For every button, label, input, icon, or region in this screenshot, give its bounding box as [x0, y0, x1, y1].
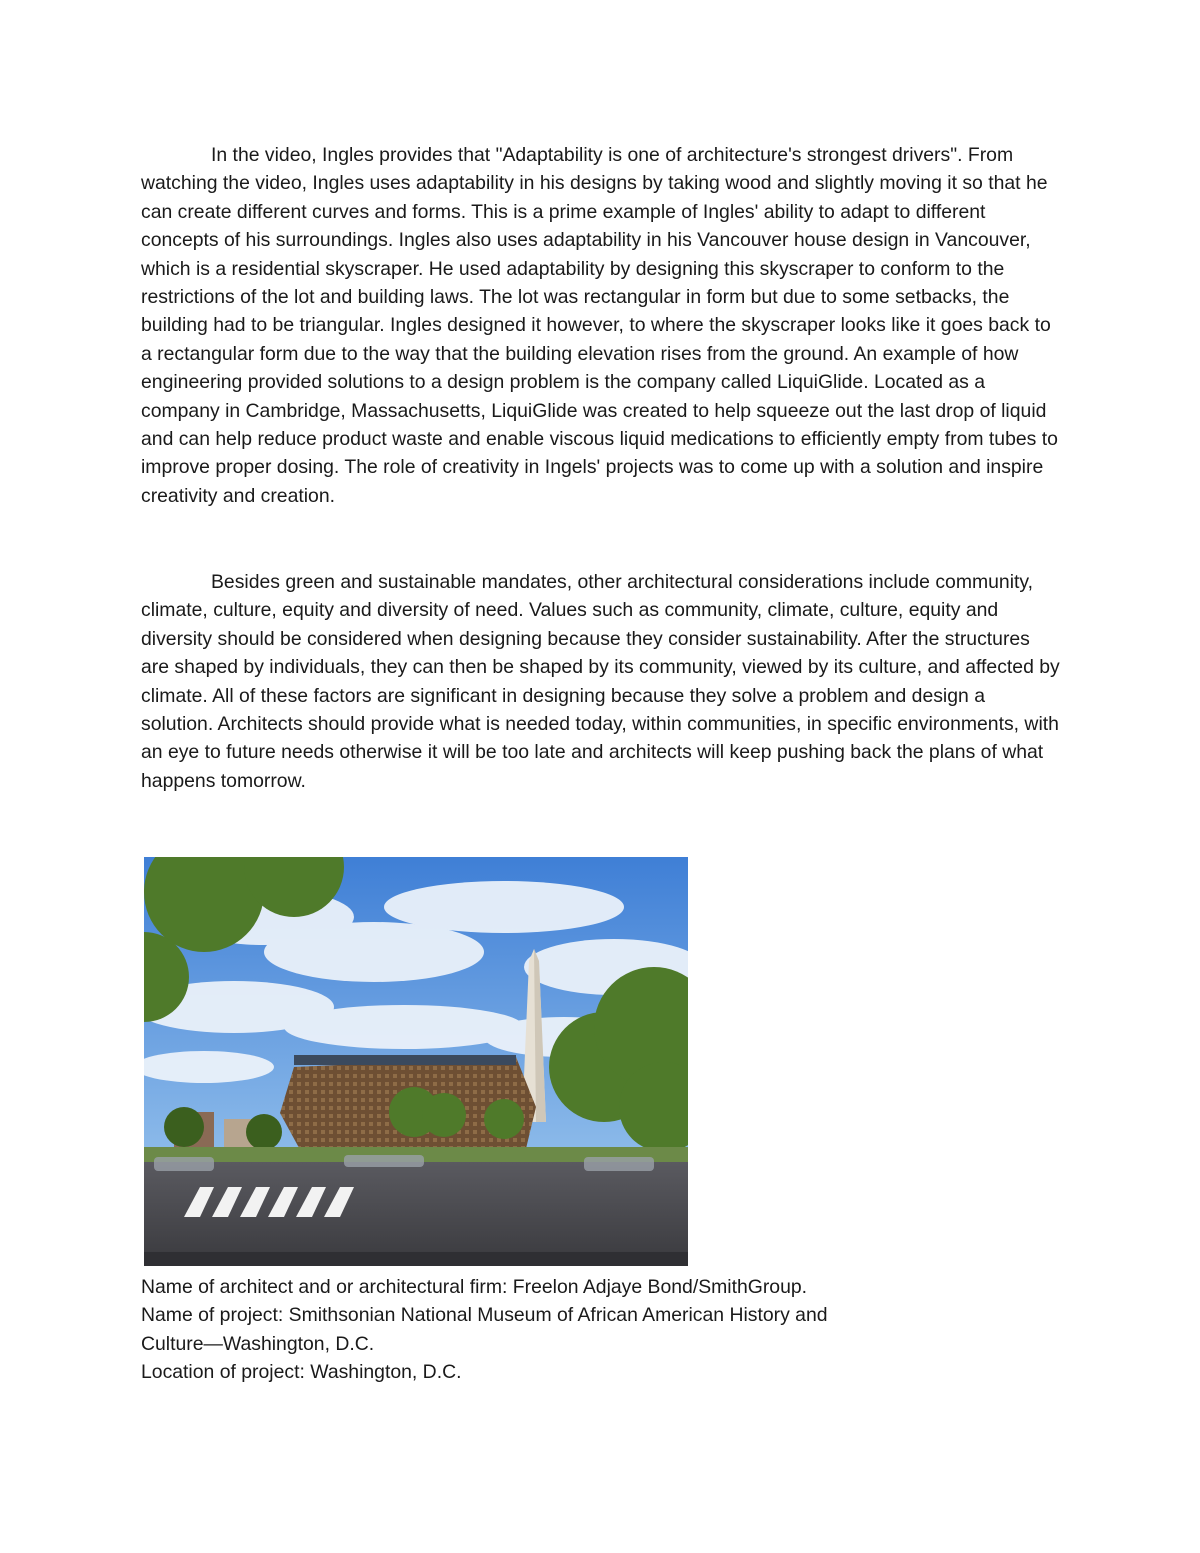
location-line: Location of project: Washington, D.C.	[141, 1361, 462, 1384]
paragraph-adaptability: In the video, Ingles provides that "Adaptability is one of architecture's strongest drivers". From watching the video, Ingles uses adaptability in his designs by taking wood and slightly moving it so that he can create different curves and forms. This is a prime example of Ingles' ability to adapt to different concepts of his surroundings. Ingles also uses adaptability in his Vancouver house design in Vancouver, which is a residential skyscraper. He used adaptability by designing this skyscraper to conform to the restrictions of the lot and building laws. The lot was rectangular in form but due to some setbacks, the building had to be triangular. Ingles designed it however, to where the skyscraper looks like it goes back to a rectangular form due to the way that the building elevation rises from the ground. An example of how engineering provided solutions to a design problem is the company called LiquiGlide. Located as a company in Cambridge, Massachusetts, LiquiGlide was created to help squeeze out the last drop of liquid and can help reduce product waste and enable viscous liquid medications to efficiently empty from tubes to improve proper dosing. The role of creativity in Ingels' projects was to come up with a solution and inspire creativity and creation.	[141, 144, 1058, 507]
paragraph-considerations: Besides green and sustainable mandates, other architectural considerations include community, climate, culture, equity and diversity of need. Values such as community, climate, culture, equity and diversity should be considered when designing because they consider sustainability. After the structures are shaped by individuals, they can then be shaped by its community, viewed by its culture, and affected by climate. All of these factors are significant in designing because they solve a problem and design a solution. Architects should provide what is needed today, within communities, in specific environments, with an eye to future needs otherwise it will be too late and architects will keep pushing back the plans of what happens tomorrow.	[141, 571, 1060, 792]
photo-caption	[141, 1273, 1061, 1387]
project-line: Name of project: Smithsonian National Museum of African American History and	[141, 1304, 828, 1327]
project-line-continued: Culture—Washington, D.C.	[141, 1332, 375, 1355]
architect-line: Name of architect and or architectural firm: Freelon Adjaye Bond/SmithGroup.	[141, 1276, 808, 1298]
museum-building-photo	[144, 857, 688, 1266]
